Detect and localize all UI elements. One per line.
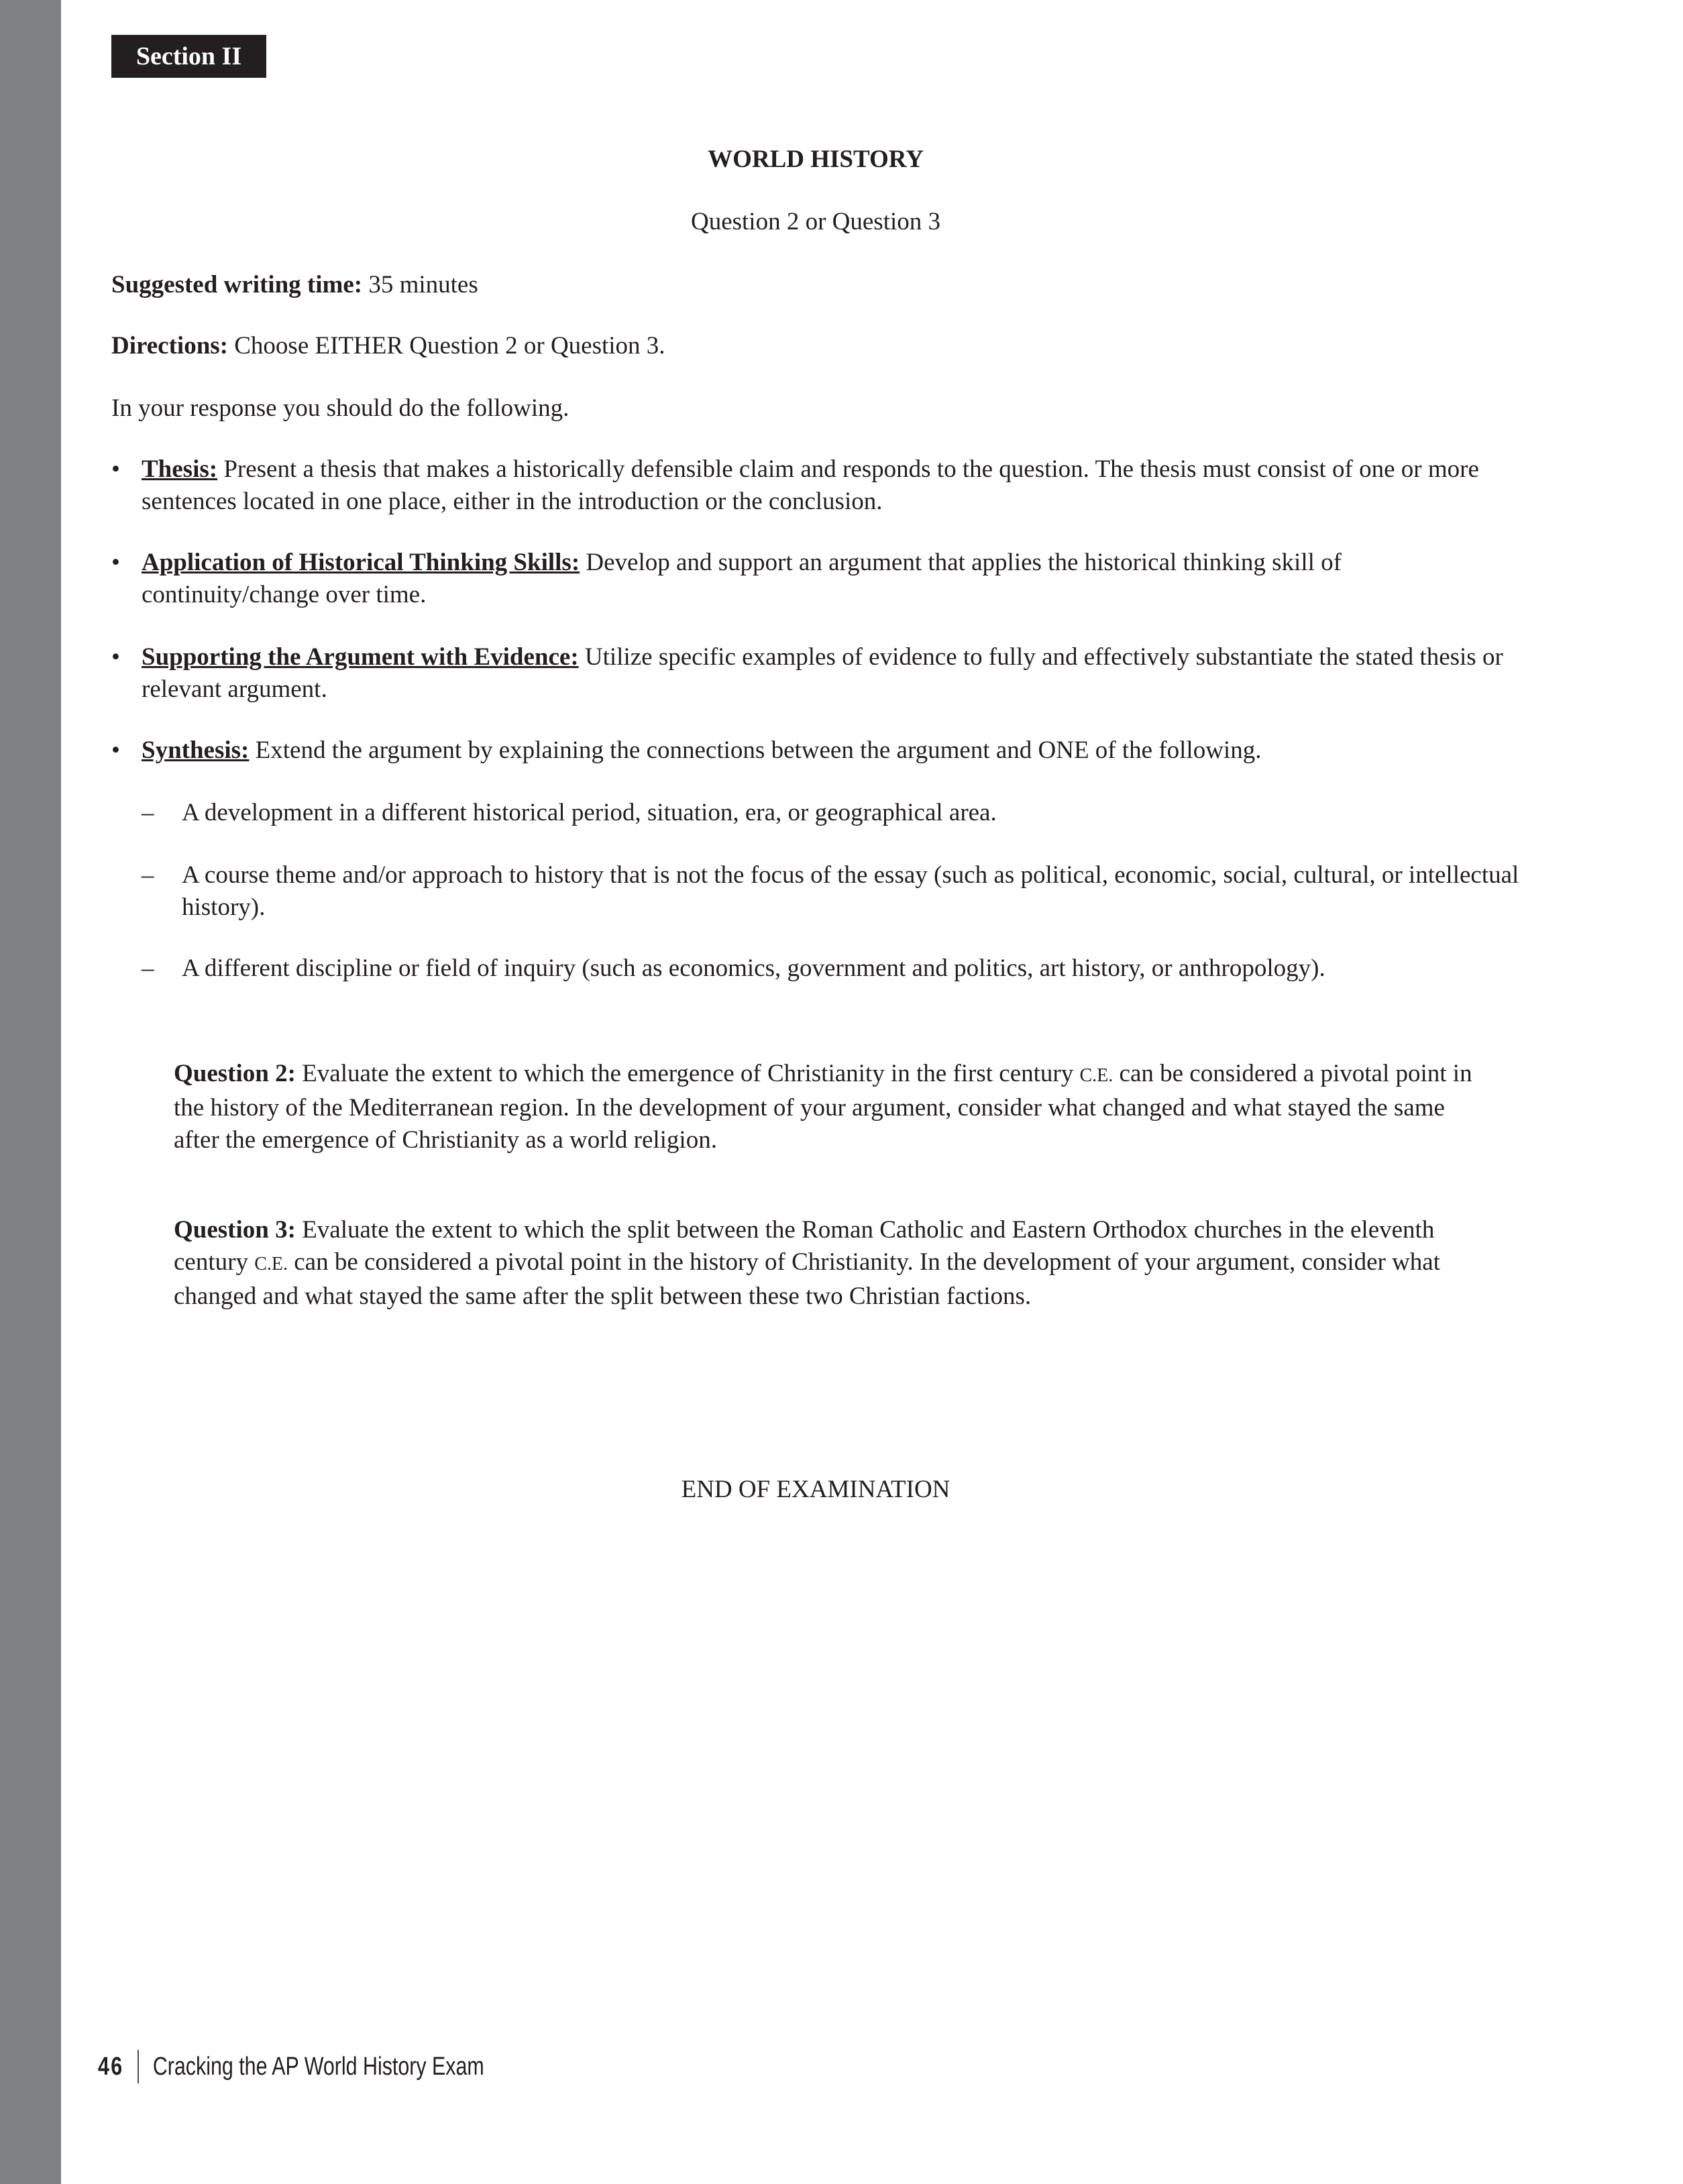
page-subtitle: Question 2 or Question 3: [690, 208, 941, 235]
sub-item: – A development in a different historical period, situation, era, or geographical area.: [142, 799, 997, 826]
question-3: Question 3: Evaluate the extent to which the split between the Roman Catholic and Eastern Orthodox churches in the eleventh century C.E. can be considered a pivotal point in the history of Christianity. In the development of your argument, consider what changed and what stayed the same after the split between these two Christian factions.: [174, 1216, 1441, 1310]
intro: In your response you should do the following.: [111, 394, 569, 422]
sub-item: – A different discipline or field of inquiry (such as economics, government and politics, art history, or anthropology).: [142, 954, 1325, 982]
page-gutter: [0, 0, 61, 2184]
page-number: 46: [98, 2053, 124, 2081]
bullet-synthesis: • Synthesis: Extend the argument by explaining the connections between the argument and ONE of the following.: [111, 736, 1262, 764]
bullet-thesis: • Thesis: Present a thesis that makes a historically defensible claim and responds to the question. The thesis must consist of one or more sentences located in one place, either in the introduction or the conclusion.: [111, 455, 1479, 515]
section-tab: Section II: [111, 35, 266, 78]
question-2: Question 2: Evaluate the extent to which the emergence of Christianity in the first century C.E. can be considered a pivotal point in the history of the Mediterranean region. In the development of your argument, consider what changed and what stayed the same after the emergence of Christianity as a world religion.: [174, 1060, 1472, 1154]
footer-divider: [138, 2050, 139, 2083]
bullet-application: • Application of Historical Thinking Skills: Develop and support an argument that applies the historical thinking skill of continuity/change over time.: [111, 549, 1342, 608]
end-of-examination: END OF EXAMINATION: [681, 1476, 951, 1503]
book-title: Cracking the AP World History Exam: [152, 2053, 484, 2081]
page-footer: [98, 2050, 484, 2083]
sub-item: – A course theme and/or approach to history that is not the focus of the essay (such as political, economic, social, cultural, or intellectual history).: [142, 861, 1519, 921]
writing-time: Suggested writing time: 35 minutes: [111, 271, 478, 298]
bullet-evidence: • Supporting the Argument with Evidence: Utilize specific examples of evidence to fully and effectively substantiate the stated thesis or relevant argument.: [111, 643, 1503, 703]
directions: Directions: Choose EITHER Question 2 or Question 3.: [111, 332, 665, 360]
page-title: WORLD HISTORY: [708, 146, 924, 173]
